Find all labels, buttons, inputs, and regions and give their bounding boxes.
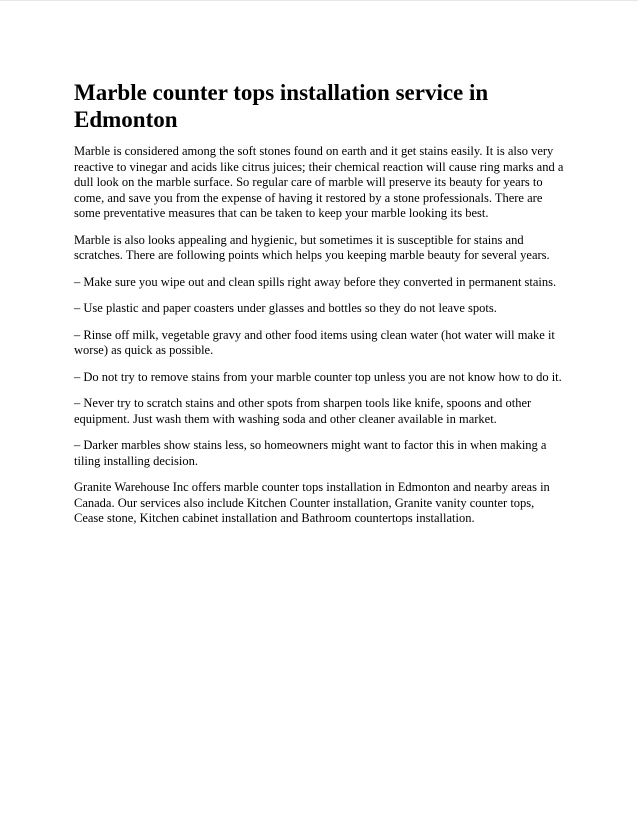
tip-use-coasters: – Use plastic and paper coasters under glasses and bottles so they do not leave spots. [74,301,497,315]
tip-do-not-remove-stains: – Do not try to remove stains from your marble counter top unless you are not know how to do it. [74,369,562,384]
page-title: Marble counter tops installation service in Edmonton [74,80,489,132]
tip-no-sharp-tools: – Never try to scratch stains and other spots from sharpen tools like knife, spoons and other equipment. Just wash them with washing soda and other cleaner available in market. [74,396,532,426]
tip-rinse-food: – Rinse off milk, vegetable gravy and other food items using clean water (hot water will make it worse) as quick as possible. [74,327,555,357]
paragraph-stains-scratches: Marble is also looks appealing and hygienic, but sometimes it is susceptible for stains and scratches. There are following points which helps you keeping marble beauty for several years. [74,232,550,262]
tip-darker-marbles: – Darker marbles show stains less, so homeowners might want to factor this in when making a tiling installing decision. [74,438,547,468]
document-body [74,79,566,538]
tip-wipe-spills: – Make sure you wipe out and clean spills right away before they converted in permanent stains. [74,274,557,289]
closing-paragraph: Granite Warehouse Inc offers marble counter tops installation in Edmonton and nearby areas in Canada. Our services also include Kitchen Counter installation, Granite vanity counter tops, Cease stone, Kitchen cabinet installation and Bathroom countertops installation. [74,480,550,525]
intro-paragraph: Marble is considered among the soft stones found on earth and it get stains easily. It is also very reactive to vinegar and acids like citrus juices; their chemical reaction will cause ring marks and a dull look on the marble surface. So regular care of marble will preserve its beauty for years to come, and save you from the expense of having it restored by a stone professionals. There are some preventative measures that can be taken to keep your marble looking its best. [74,144,564,220]
